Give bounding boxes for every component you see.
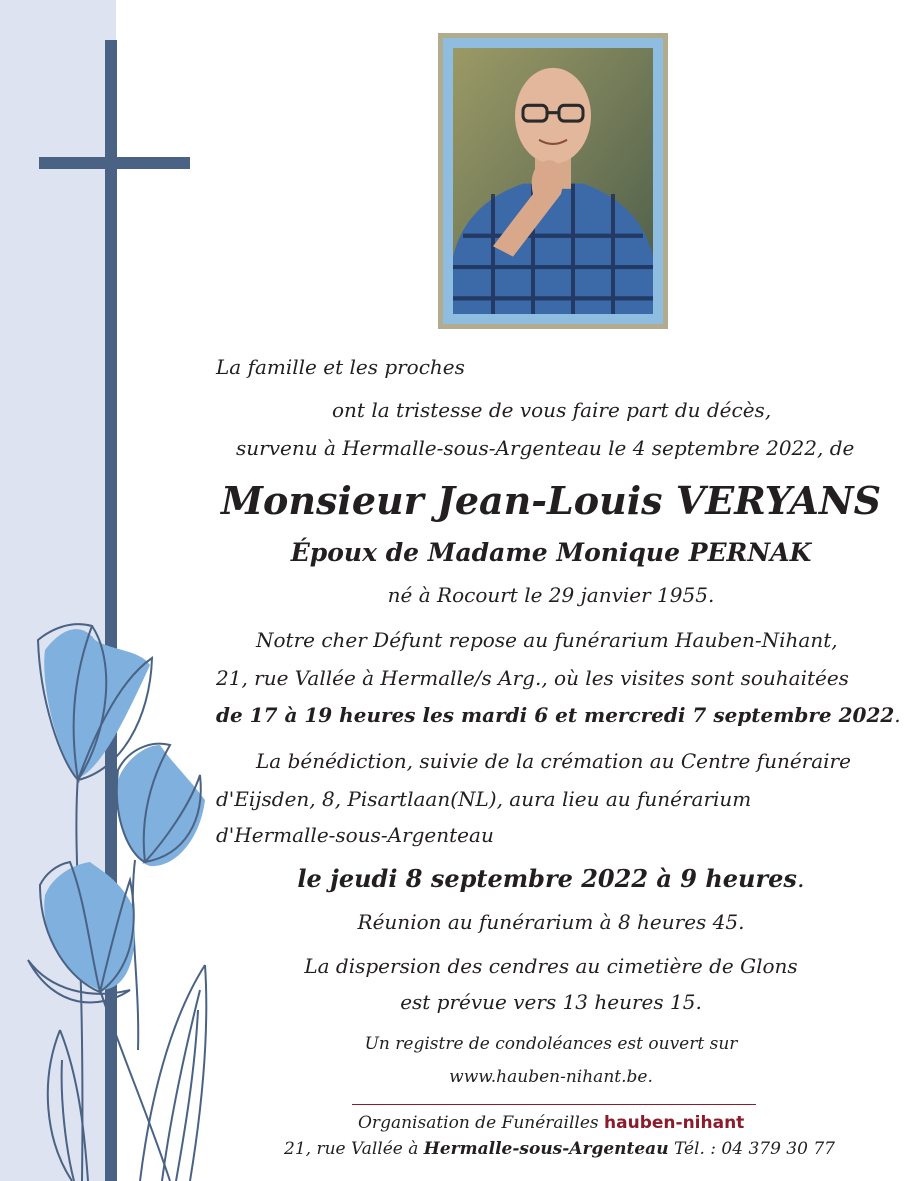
organisation-line <box>358 1113 744 1133</box>
birth-line: né à Rocourt le 29 janvier 1955. <box>387 583 715 607</box>
visit-line-1: Notre cher Défunt repose au funérarium Hauben-Nihant, <box>256 628 838 652</box>
spouse-line: Époux de Madame Monique PERNAK <box>290 538 812 567</box>
dispersion-line-1: La dispersion des cendres au cimetière de Glons <box>304 954 798 978</box>
cross-icon <box>39 40 190 1181</box>
footer-divider <box>352 1104 756 1105</box>
ceremony-date-end: . <box>796 865 805 893</box>
visit-hours-bold: de 17 à 19 heures les mardi 6 et mercredi 7 septembre 2022 <box>216 703 895 727</box>
address-start: 21, rue Vallée à <box>284 1139 419 1159</box>
announcement-line-2: survenu à Hermalle-sous-Argenteau le 4 septembre 2022, de <box>236 436 855 460</box>
visit-line-2: 21, rue Vallée à Hermalle/s Arg., où les visites sont souhaitées <box>216 666 849 690</box>
intro-text: La famille et les proches <box>216 355 465 379</box>
tulip-icon <box>28 862 135 1002</box>
ceremony-date-bold: le jeudi 8 septembre 2022 à 9 heures <box>297 864 797 893</box>
dispersion-line-2: est prévue vers 13 heures 15. <box>400 990 702 1014</box>
deceased-name: Monsieur Jean-Louis VERYANS <box>220 478 882 523</box>
reunion-line: Réunion au funérarium à 8 heures 45. <box>357 910 745 934</box>
footer-address <box>284 1139 835 1159</box>
brand-logo: hauben-nihant <box>604 1113 745 1133</box>
phone: Tél. : 04 379 30 77 <box>673 1139 835 1159</box>
ceremony-line-3: d'Hermalle-sous-Argenteau <box>216 823 494 847</box>
visit-hours-end: . <box>894 703 901 727</box>
register-line-1: Un registre de condoléances est ouvert sur <box>364 1034 738 1054</box>
ceremony-date <box>216 864 886 893</box>
register-link[interactable]: www.hauben-nihant.be. <box>449 1067 653 1087</box>
visit-hours <box>216 703 901 727</box>
announcement-line-1: ont la tristesse de vous faire part du décès, <box>332 398 772 422</box>
organisation-label: Organisation de Funérailles <box>358 1113 599 1133</box>
ceremony-line-1: La bénédiction, suivie de la crémation au Centre funéraire <box>256 749 851 773</box>
ceremony-line-2: d'Eijsden, 8, Pisartlaan(NL), aura lieu au funérarium <box>216 787 752 811</box>
leaf-icon <box>140 965 206 1181</box>
tulip-icon <box>117 744 205 866</box>
portrait-frame <box>438 33 668 329</box>
address-town: Hermalle-sous-Argenteau <box>423 1139 669 1159</box>
cross-and-tulips-decoration <box>0 0 240 1181</box>
portrait-photo <box>453 48 653 314</box>
